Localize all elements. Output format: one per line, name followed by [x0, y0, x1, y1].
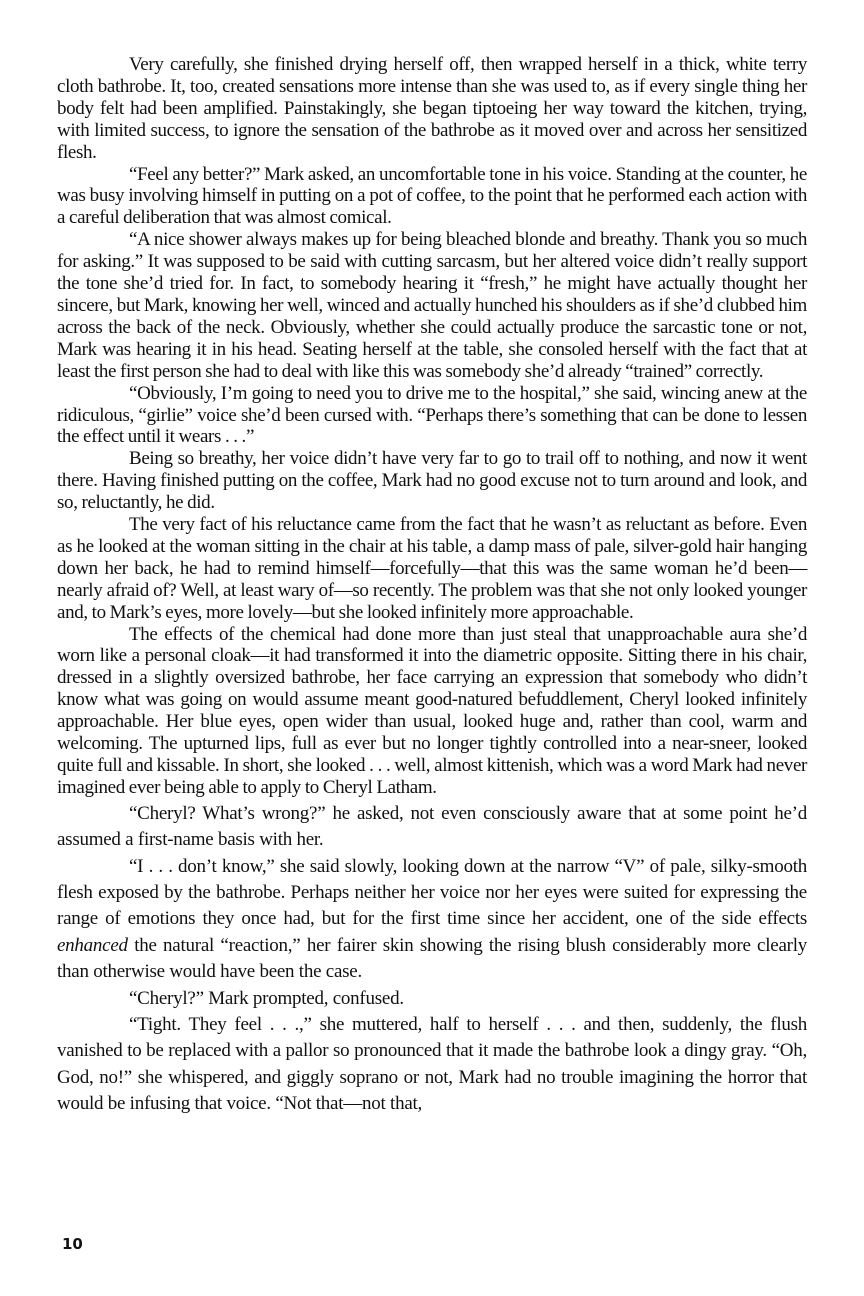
- paragraph: The effects of the chemical had done more than just steal that unapproachable aura she’d worn like a personal cloak—it had transformed it into the diametric opposite. Sitting there in his chair, dressed in a slightly oversized bathrobe, her face carrying an expression that somebody who didn’t know what was going on would assume meant good-natured befuddlement, Cheryl looked infinitely approachable. Her blue eyes, open wider than usual, looked huge and, rather than cool, warm and welcoming. The upturned lips, full as ever but no longer tightly controlled into a near-sneer, looked quite full and kissable. In short, she looked . . . well, almost kittenish, which was a word Mark had never imagined ever being able to apply to Cheryl Latham.: [57, 623, 807, 798]
- paragraph-text: the natural “reaction,” her fairer skin showing the rising blush considerably more clearly than otherwise would have been the case.: [57, 934, 807, 983]
- book-page-text: [57, 54, 807, 1118]
- paragraph: “Cheryl?” Mark prompted, confused.: [129, 987, 404, 1009]
- paragraph: “Feel any better?” Mark asked, an uncomfortable tone in his voice. Standing at the counter, he was busy involving himself in putting on a pot of coffee, to the point that he performed each action with a careful deliberation that was almost comical.: [57, 163, 807, 229]
- paragraph: “Obviously, I’m going to need you to drive me to the hospital,” she said, wincing anew at the ridiculous, “girlie” voice she’d been cursed with. “Perhaps there’s something that can be done to lessen the effect until it wears . . .”: [57, 382, 807, 448]
- paragraph: The very fact of his reluctance came from the fact that he wasn’t as reluctant as before. Even as he looked at the woman sitting in the chair at his table, a damp mass of pale, silver-gold hair hanging down her back, he had to remind himself—forcefully—that this was the same woman he’d been—nearly afraid of? Well, at least wary of—so recently. The problem was that she not only looked younger and, to Mark’s eyes, more lovely—but she looked infinitely more approachable.: [57, 514, 807, 623]
- page-number: 10: [62, 1235, 83, 1253]
- paragraph: Very carefully, she finished drying herself off, then wrapped herself in a thick, white terry cloth bathrobe. It, too, created sensations more intense than she was used to, as if every single thing her body felt had been amplified. Painstakingly, she began tiptoeing her way toward the kitchen, trying, with limited success, to ignore the sensation of the bathrobe as it moved over and across her sensitized flesh.: [57, 54, 807, 163]
- paragraph: “Cheryl? What’s wrong?” he asked, not even consciously aware that at some point he’d assumed a first-name basis with her.: [57, 802, 807, 851]
- paragraph: “Tight. They feel . . .,” she muttered, half to herself . . . and then, suddenly, the flush vanished to be replaced with a pallor so pronounced that it made the bathrobe look a dingy gray. “Oh, God, no!” she whispered, and giggly soprano or not, Mark had no trouble imagining the horror that would be infusing that voice. “Not that—not that,: [57, 1014, 807, 1115]
- paragraph: Being so breathy, her voice didn’t have very far to go to trail off to nothing, and now it went there. Having finished putting on the coffee, Mark had no good excuse not to turn around and look, and so, reluctantly, he did.: [57, 448, 807, 514]
- paragraph: [57, 854, 807, 986]
- loose-text-block: [57, 801, 807, 1118]
- emphasized-word: enhanced: [57, 934, 128, 956]
- paragraph: “A nice shower always makes up for being bleached blonde and breathy. Thank you so much for asking.” It was supposed to be said with cutting sarcasm, but her altered voice didn’t really support the tone she’d tried for. In fact, to somebody hearing it “fresh,” he might have actually thought her sincere, but Mark, knowing her well, winced and actually hunched his shoulders as if she’d clubbed him across the back of the neck. Obviously, whether she could actually produce the sarcastic tone or not, Mark was hearing it in his head. Seating herself at the table, she consoled herself with the fact that at least the first person she had to deal with like this was somebody she’d already “trained” correctly.: [57, 229, 807, 382]
- paragraph-text: “I . . . don’t know,” she said slowly, looking down at the narrow “V” of pale, silky-smooth flesh exposed by the bathrobe. Perhaps neither her voice nor her eyes were suited for expressing the range of emotions they once had, but for the first time since her accident, one of the side effects: [57, 855, 807, 930]
- tight-text-block: [57, 54, 807, 799]
